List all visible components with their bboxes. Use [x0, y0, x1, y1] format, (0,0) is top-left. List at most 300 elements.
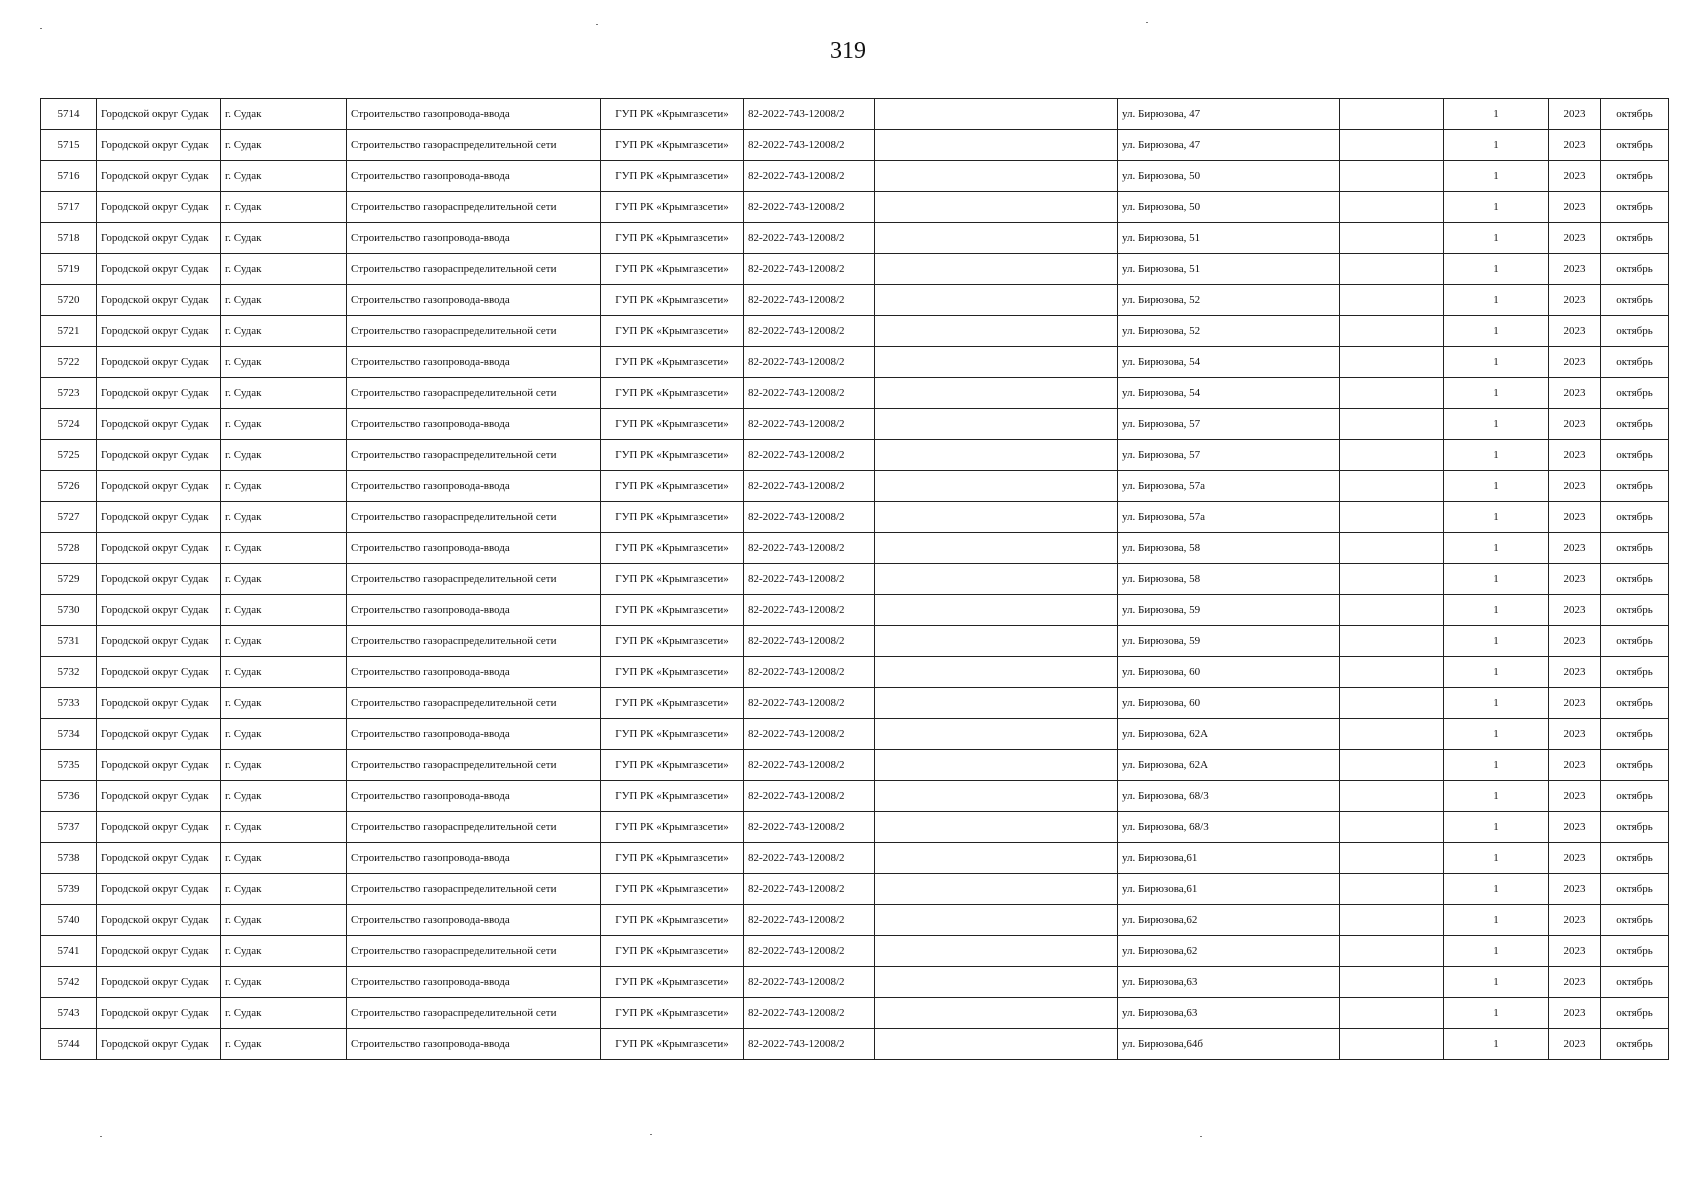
scan-speck — [100, 1136, 102, 1137]
city-cell: г. Судак — [221, 99, 347, 130]
registration-code-cell: 82-2022-743-12008/2 — [744, 688, 875, 719]
quantity-cell: 1 — [1444, 936, 1549, 967]
empty-cell — [1340, 471, 1444, 502]
row-number: 5734 — [41, 719, 97, 750]
row-number: 5720 — [41, 285, 97, 316]
register-table — [40, 98, 1669, 1060]
work-type-cell: Строительство газопровода-ввода — [347, 1029, 601, 1060]
empty-cell — [1340, 533, 1444, 564]
month-cell: октябрь — [1601, 223, 1669, 254]
table-row — [41, 440, 1669, 471]
empty-cell — [875, 130, 1118, 161]
empty-cell — [1340, 254, 1444, 285]
empty-cell — [875, 657, 1118, 688]
city-cell: г. Судак — [221, 1029, 347, 1060]
empty-cell — [1340, 316, 1444, 347]
table-row — [41, 998, 1669, 1029]
registration-code-cell: 82-2022-743-12008/2 — [744, 719, 875, 750]
table-row — [41, 409, 1669, 440]
city-cell: г. Судак — [221, 688, 347, 719]
empty-cell — [875, 812, 1118, 843]
year-cell: 2023 — [1549, 688, 1601, 719]
empty-cell — [875, 471, 1118, 502]
quantity-cell: 1 — [1444, 564, 1549, 595]
registration-code-cell: 82-2022-743-12008/2 — [744, 905, 875, 936]
empty-cell — [1340, 161, 1444, 192]
quantity-cell: 1 — [1444, 409, 1549, 440]
quantity-cell: 1 — [1444, 471, 1549, 502]
empty-cell — [875, 161, 1118, 192]
district-cell: Городской округ Судак — [97, 502, 221, 533]
district-cell: Городской округ Судак — [97, 564, 221, 595]
address-cell: ул. Бирюзова, 59 — [1118, 626, 1340, 657]
year-cell: 2023 — [1549, 440, 1601, 471]
district-cell: Городской округ Судак — [97, 254, 221, 285]
work-type-cell: Строительство газопровода-ввода — [347, 409, 601, 440]
district-cell: Городской округ Судак — [97, 595, 221, 626]
year-cell: 2023 — [1549, 409, 1601, 440]
city-cell: г. Судак — [221, 130, 347, 161]
empty-cell — [1340, 285, 1444, 316]
quantity-cell: 1 — [1444, 657, 1549, 688]
empty-cell — [875, 936, 1118, 967]
year-cell: 2023 — [1549, 1029, 1601, 1060]
city-cell: г. Судак — [221, 533, 347, 564]
row-number: 5728 — [41, 533, 97, 564]
work-type-cell: Строительство газораспределительной сети — [347, 936, 601, 967]
empty-cell — [875, 316, 1118, 347]
empty-cell — [1340, 130, 1444, 161]
organization-cell: ГУП РК «Крымгазсети» — [601, 750, 744, 781]
year-cell: 2023 — [1549, 657, 1601, 688]
city-cell: г. Судак — [221, 936, 347, 967]
registration-code-cell: 82-2022-743-12008/2 — [744, 223, 875, 254]
organization-cell: ГУП РК «Крымгазсети» — [601, 316, 744, 347]
city-cell: г. Судак — [221, 223, 347, 254]
organization-cell: ГУП РК «Крымгазсети» — [601, 967, 744, 998]
address-cell: ул. Бирюзова, 68/3 — [1118, 781, 1340, 812]
row-number: 5740 — [41, 905, 97, 936]
empty-cell — [1340, 843, 1444, 874]
empty-cell — [1340, 378, 1444, 409]
work-type-cell: Строительство газопровода-ввода — [347, 781, 601, 812]
quantity-cell: 1 — [1444, 874, 1549, 905]
empty-cell — [1340, 905, 1444, 936]
district-cell: Городской округ Судак — [97, 409, 221, 440]
table-row — [41, 254, 1669, 285]
address-cell: ул. Бирюзова, 54 — [1118, 347, 1340, 378]
row-number: 5722 — [41, 347, 97, 378]
district-cell: Городской округ Судак — [97, 750, 221, 781]
year-cell: 2023 — [1549, 502, 1601, 533]
work-type-cell: Строительство газораспределительной сети — [347, 378, 601, 409]
work-type-cell: Строительство газораспределительной сети — [347, 130, 601, 161]
city-cell: г. Судак — [221, 471, 347, 502]
registration-code-cell: 82-2022-743-12008/2 — [744, 750, 875, 781]
year-cell: 2023 — [1549, 781, 1601, 812]
empty-cell — [875, 564, 1118, 595]
city-cell: г. Судак — [221, 564, 347, 595]
work-type-cell: Строительство газораспределительной сети — [347, 812, 601, 843]
organization-cell: ГУП РК «Крымгазсети» — [601, 347, 744, 378]
empty-cell — [1340, 688, 1444, 719]
month-cell: октябрь — [1601, 936, 1669, 967]
empty-cell — [1340, 998, 1444, 1029]
organization-cell: ГУП РК «Крымгазсети» — [601, 936, 744, 967]
address-cell: ул. Бирюзова, 58 — [1118, 533, 1340, 564]
scan-speck — [1200, 1136, 1202, 1137]
row-number: 5725 — [41, 440, 97, 471]
organization-cell: ГУП РК «Крымгазсети» — [601, 161, 744, 192]
district-cell: Городской округ Судак — [97, 936, 221, 967]
address-cell: ул. Бирюзова, 62А — [1118, 750, 1340, 781]
work-type-cell: Строительство газопровода-ввода — [347, 533, 601, 564]
year-cell: 2023 — [1549, 843, 1601, 874]
work-type-cell: Строительство газопровода-ввода — [347, 595, 601, 626]
empty-cell — [1340, 502, 1444, 533]
row-number: 5726 — [41, 471, 97, 502]
month-cell: октябрь — [1601, 688, 1669, 719]
empty-cell — [875, 223, 1118, 254]
year-cell: 2023 — [1549, 130, 1601, 161]
work-type-cell: Строительство газопровода-ввода — [347, 843, 601, 874]
district-cell: Городской округ Судак — [97, 316, 221, 347]
registration-code-cell: 82-2022-743-12008/2 — [744, 471, 875, 502]
row-number: 5736 — [41, 781, 97, 812]
city-cell: г. Судак — [221, 161, 347, 192]
registration-code-cell: 82-2022-743-12008/2 — [744, 130, 875, 161]
address-cell: ул. Бирюзова,62 — [1118, 936, 1340, 967]
registration-code-cell: 82-2022-743-12008/2 — [744, 254, 875, 285]
registration-code-cell: 82-2022-743-12008/2 — [744, 1029, 875, 1060]
empty-cell — [875, 843, 1118, 874]
empty-cell — [1340, 936, 1444, 967]
year-cell: 2023 — [1549, 533, 1601, 564]
address-cell: ул. Бирюзова, 47 — [1118, 130, 1340, 161]
month-cell: октябрь — [1601, 347, 1669, 378]
month-cell: октябрь — [1601, 967, 1669, 998]
month-cell: октябрь — [1601, 1029, 1669, 1060]
row-number: 5718 — [41, 223, 97, 254]
address-cell: ул. Бирюзова,61 — [1118, 843, 1340, 874]
address-cell: ул. Бирюзова, 60 — [1118, 688, 1340, 719]
work-type-cell: Строительство газораспределительной сети — [347, 750, 601, 781]
registration-code-cell: 82-2022-743-12008/2 — [744, 781, 875, 812]
quantity-cell: 1 — [1444, 161, 1549, 192]
month-cell: октябрь — [1601, 874, 1669, 905]
year-cell: 2023 — [1549, 223, 1601, 254]
district-cell: Городской округ Судак — [97, 440, 221, 471]
organization-cell: ГУП РК «Крымгазсети» — [601, 843, 744, 874]
city-cell: г. Судак — [221, 657, 347, 688]
district-cell: Городской округ Судак — [97, 905, 221, 936]
organization-cell: ГУП РК «Крымгазсети» — [601, 533, 744, 564]
work-type-cell: Строительство газораспределительной сети — [347, 874, 601, 905]
empty-cell — [875, 254, 1118, 285]
scan-speck — [650, 1134, 652, 1135]
row-number: 5714 — [41, 99, 97, 130]
registration-code-cell: 82-2022-743-12008/2 — [744, 99, 875, 130]
row-number: 5741 — [41, 936, 97, 967]
city-cell: г. Судак — [221, 595, 347, 626]
empty-cell — [1340, 347, 1444, 378]
district-cell: Городской округ Судак — [97, 471, 221, 502]
month-cell: октябрь — [1601, 719, 1669, 750]
row-number: 5732 — [41, 657, 97, 688]
quantity-cell: 1 — [1444, 285, 1549, 316]
row-number: 5733 — [41, 688, 97, 719]
quantity-cell: 1 — [1444, 998, 1549, 1029]
empty-cell — [1340, 595, 1444, 626]
year-cell: 2023 — [1549, 719, 1601, 750]
table-row — [41, 781, 1669, 812]
year-cell: 2023 — [1549, 254, 1601, 285]
address-cell: ул. Бирюзова,63 — [1118, 967, 1340, 998]
empty-cell — [1340, 192, 1444, 223]
registration-code-cell: 82-2022-743-12008/2 — [744, 998, 875, 1029]
empty-cell — [875, 967, 1118, 998]
quantity-cell: 1 — [1444, 781, 1549, 812]
table-row — [41, 843, 1669, 874]
quantity-cell: 1 — [1444, 99, 1549, 130]
registration-code-cell: 82-2022-743-12008/2 — [744, 626, 875, 657]
page-number: 319 — [830, 38, 866, 64]
work-type-cell: Строительство газораспределительной сети — [347, 440, 601, 471]
work-type-cell: Строительство газораспределительной сети — [347, 502, 601, 533]
quantity-cell: 1 — [1444, 719, 1549, 750]
city-cell: г. Судак — [221, 843, 347, 874]
address-cell: ул. Бирюзова, 58 — [1118, 564, 1340, 595]
city-cell: г. Судак — [221, 316, 347, 347]
quantity-cell: 1 — [1444, 626, 1549, 657]
scan-speck — [40, 28, 42, 29]
table-row — [41, 874, 1669, 905]
empty-cell — [1340, 781, 1444, 812]
year-cell: 2023 — [1549, 812, 1601, 843]
row-number: 5719 — [41, 254, 97, 285]
row-number: 5716 — [41, 161, 97, 192]
table-row — [41, 595, 1669, 626]
month-cell: октябрь — [1601, 812, 1669, 843]
registration-code-cell: 82-2022-743-12008/2 — [744, 967, 875, 998]
address-cell: ул. Бирюзова, 51 — [1118, 254, 1340, 285]
empty-cell — [1340, 812, 1444, 843]
city-cell: г. Судак — [221, 192, 347, 223]
empty-cell — [875, 781, 1118, 812]
row-number: 5721 — [41, 316, 97, 347]
address-cell: ул. Бирюзова,64б — [1118, 1029, 1340, 1060]
quantity-cell: 1 — [1444, 533, 1549, 564]
address-cell: ул. Бирюзова, 47 — [1118, 99, 1340, 130]
registration-code-cell: 82-2022-743-12008/2 — [744, 502, 875, 533]
city-cell: г. Судак — [221, 750, 347, 781]
city-cell: г. Судак — [221, 254, 347, 285]
city-cell: г. Судак — [221, 347, 347, 378]
address-cell: ул. Бирюзова, 57а — [1118, 471, 1340, 502]
row-number: 5724 — [41, 409, 97, 440]
district-cell: Городской округ Судак — [97, 967, 221, 998]
organization-cell: ГУП РК «Крымгазсети» — [601, 595, 744, 626]
row-number: 5744 — [41, 1029, 97, 1060]
empty-cell — [875, 750, 1118, 781]
empty-cell — [875, 905, 1118, 936]
year-cell: 2023 — [1549, 378, 1601, 409]
district-cell: Городской округ Судак — [97, 874, 221, 905]
city-cell: г. Судак — [221, 502, 347, 533]
empty-cell — [1340, 719, 1444, 750]
city-cell: г. Судак — [221, 812, 347, 843]
quantity-cell: 1 — [1444, 750, 1549, 781]
organization-cell: ГУП РК «Крымгазсети» — [601, 998, 744, 1029]
district-cell: Городской округ Судак — [97, 130, 221, 161]
registration-code-cell: 82-2022-743-12008/2 — [744, 409, 875, 440]
quantity-cell: 1 — [1444, 843, 1549, 874]
registration-code-cell: 82-2022-743-12008/2 — [744, 843, 875, 874]
work-type-cell: Строительство газораспределительной сети — [347, 998, 601, 1029]
quantity-cell: 1 — [1444, 688, 1549, 719]
empty-cell — [1340, 626, 1444, 657]
row-number: 5717 — [41, 192, 97, 223]
month-cell: октябрь — [1601, 595, 1669, 626]
district-cell: Городской округ Судак — [97, 99, 221, 130]
empty-cell — [875, 533, 1118, 564]
work-type-cell: Строительство газопровода-ввода — [347, 285, 601, 316]
row-number: 5742 — [41, 967, 97, 998]
empty-cell — [875, 595, 1118, 626]
district-cell: Городской округ Судак — [97, 533, 221, 564]
month-cell: октябрь — [1601, 471, 1669, 502]
table-row — [41, 285, 1669, 316]
city-cell: г. Судак — [221, 285, 347, 316]
month-cell: октябрь — [1601, 843, 1669, 874]
organization-cell: ГУП РК «Крымгазсети» — [601, 254, 744, 285]
quantity-cell: 1 — [1444, 502, 1549, 533]
table-row — [41, 533, 1669, 564]
work-type-cell: Строительство газораспределительной сети — [347, 192, 601, 223]
registration-code-cell: 82-2022-743-12008/2 — [744, 347, 875, 378]
address-cell: ул. Бирюзова, 68/3 — [1118, 812, 1340, 843]
empty-cell — [1340, 657, 1444, 688]
work-type-cell: Строительство газопровода-ввода — [347, 967, 601, 998]
registration-code-cell: 82-2022-743-12008/2 — [744, 161, 875, 192]
empty-cell — [875, 874, 1118, 905]
work-type-cell: Строительство газопровода-ввода — [347, 657, 601, 688]
year-cell: 2023 — [1549, 998, 1601, 1029]
row-number: 5735 — [41, 750, 97, 781]
row-number: 5730 — [41, 595, 97, 626]
district-cell: Городской округ Судак — [97, 688, 221, 719]
table-row — [41, 99, 1669, 130]
organization-cell: ГУП РК «Крымгазсети» — [601, 223, 744, 254]
work-type-cell: Строительство газопровода-ввода — [347, 471, 601, 502]
table-row — [41, 750, 1669, 781]
month-cell: октябрь — [1601, 750, 1669, 781]
registration-code-cell: 82-2022-743-12008/2 — [744, 657, 875, 688]
address-cell: ул. Бирюзова,61 — [1118, 874, 1340, 905]
city-cell: г. Судак — [221, 781, 347, 812]
month-cell: октябрь — [1601, 161, 1669, 192]
month-cell: октябрь — [1601, 192, 1669, 223]
empty-cell — [875, 688, 1118, 719]
year-cell: 2023 — [1549, 750, 1601, 781]
address-cell: ул. Бирюзова, 60 — [1118, 657, 1340, 688]
year-cell: 2023 — [1549, 471, 1601, 502]
empty-cell — [875, 626, 1118, 657]
work-type-cell: Строительство газопровода-ввода — [347, 719, 601, 750]
table-row — [41, 812, 1669, 843]
organization-cell: ГУП РК «Крымгазсети» — [601, 688, 744, 719]
organization-cell: ГУП РК «Крымгазсети» — [601, 502, 744, 533]
empty-cell — [875, 285, 1118, 316]
empty-cell — [875, 719, 1118, 750]
table-row — [41, 936, 1669, 967]
table-row — [41, 502, 1669, 533]
table-row — [41, 905, 1669, 936]
empty-cell — [1340, 564, 1444, 595]
empty-cell — [875, 347, 1118, 378]
row-number: 5715 — [41, 130, 97, 161]
district-cell: Городской округ Судак — [97, 812, 221, 843]
table-row — [41, 161, 1669, 192]
work-type-cell: Строительство газопровода-ввода — [347, 223, 601, 254]
address-cell: ул. Бирюзова, 50 — [1118, 192, 1340, 223]
quantity-cell: 1 — [1444, 192, 1549, 223]
address-cell: ул. Бирюзова, 57 — [1118, 440, 1340, 471]
quantity-cell: 1 — [1444, 967, 1549, 998]
row-number: 5743 — [41, 998, 97, 1029]
address-cell: ул. Бирюзова, 52 — [1118, 316, 1340, 347]
year-cell: 2023 — [1549, 347, 1601, 378]
district-cell: Городской округ Судак — [97, 192, 221, 223]
organization-cell: ГУП РК «Крымгазсети» — [601, 99, 744, 130]
address-cell: ул. Бирюзова, 54 — [1118, 378, 1340, 409]
city-cell: г. Судак — [221, 905, 347, 936]
month-cell: октябрь — [1601, 285, 1669, 316]
table-row — [41, 688, 1669, 719]
registration-code-cell: 82-2022-743-12008/2 — [744, 316, 875, 347]
registration-code-cell: 82-2022-743-12008/2 — [744, 564, 875, 595]
empty-cell — [1340, 223, 1444, 254]
registration-code-cell: 82-2022-743-12008/2 — [744, 595, 875, 626]
address-cell: ул. Бирюзова, 57 — [1118, 409, 1340, 440]
city-cell: г. Судак — [221, 626, 347, 657]
address-cell: ул. Бирюзова, 51 — [1118, 223, 1340, 254]
empty-cell — [1340, 99, 1444, 130]
quantity-cell: 1 — [1444, 254, 1549, 285]
address-cell: ул. Бирюзова, 57а — [1118, 502, 1340, 533]
district-cell: Городской округ Судак — [97, 161, 221, 192]
registration-code-cell: 82-2022-743-12008/2 — [744, 874, 875, 905]
address-cell: ул. Бирюзова,62 — [1118, 905, 1340, 936]
city-cell: г. Судак — [221, 409, 347, 440]
district-cell: Городской округ Судак — [97, 223, 221, 254]
month-cell: октябрь — [1601, 502, 1669, 533]
empty-cell — [875, 1029, 1118, 1060]
table-row — [41, 192, 1669, 223]
empty-cell — [875, 440, 1118, 471]
table-row — [41, 316, 1669, 347]
year-cell: 2023 — [1549, 161, 1601, 192]
organization-cell: ГУП РК «Крымгазсети» — [601, 1029, 744, 1060]
year-cell: 2023 — [1549, 936, 1601, 967]
empty-cell — [875, 192, 1118, 223]
month-cell: октябрь — [1601, 905, 1669, 936]
organization-cell: ГУП РК «Крымгазсети» — [601, 378, 744, 409]
year-cell: 2023 — [1549, 905, 1601, 936]
empty-cell — [875, 99, 1118, 130]
row-number: 5738 — [41, 843, 97, 874]
empty-cell — [1340, 750, 1444, 781]
